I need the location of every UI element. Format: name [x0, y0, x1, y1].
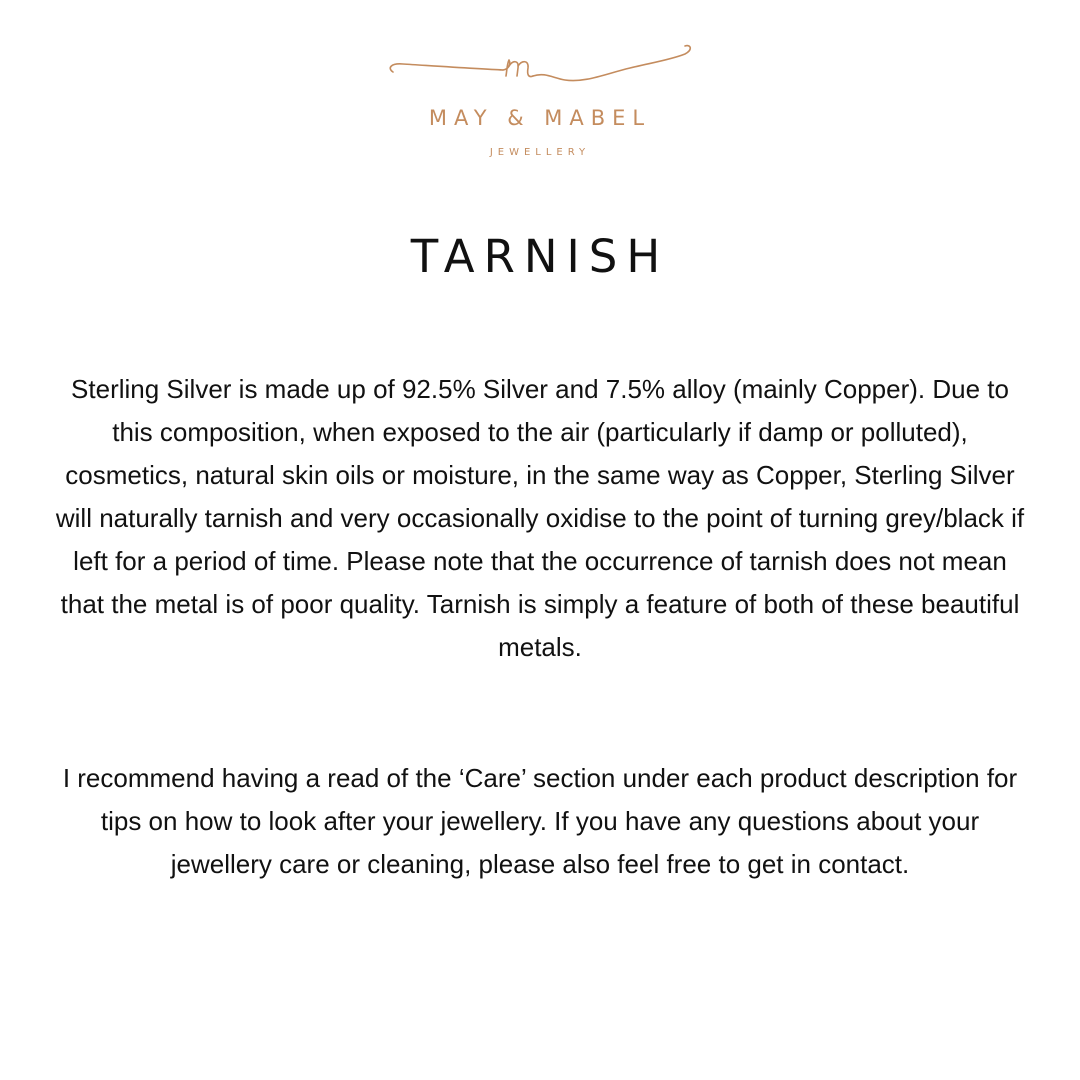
brand-subtitle: JEWELLERY: [489, 147, 591, 158]
page-title: TARNISH: [410, 230, 670, 283]
brand-logo: [0, 0, 1080, 170]
brand-name: MAY & MABEL: [428, 106, 652, 130]
body-paragraph-care: I recommend having a read of the ‘Care’ section under each product description for tips on how to look after your jewellery. If you have any questions about your jewellery care or cleaning, please also feel free to get in contact.: [62, 763, 1018, 879]
script-m-flourish-icon: [385, 38, 695, 96]
body-paragraph-tarnish: Sterling Silver is made up of 92.5% Silver and 7.5% alloy (mainly Copper). Due to this composition, when exposed to the air (particularly if damp or polluted), cosmetics, natural skin oils or moisture, in the same way as Copper, Sterling Silver will naturally tarnish and very occasionally oxidise to the point of turning grey/black if left for a period of time. Please note that the occurrence of tarnish does not mean that the metal is of poor quality. Tarnish is simply a feature of both of these beautiful metals.: [55, 374, 1025, 662]
